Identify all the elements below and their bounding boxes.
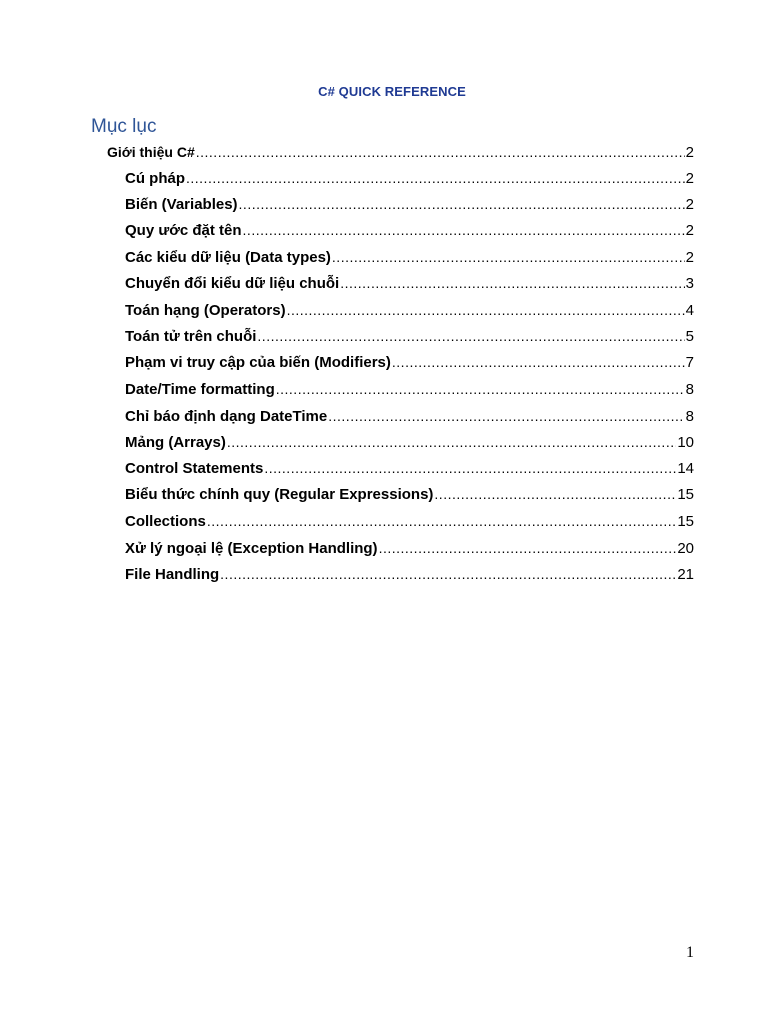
toc-leader-dots <box>186 168 685 188</box>
page-number: 1 <box>686 944 694 961</box>
toc-leader-dots <box>379 538 677 558</box>
toc-entry-page: 20 <box>677 540 694 557</box>
toc-entry-collections[interactable] <box>125 511 694 532</box>
toc-entry-label: Chỉ báo định dạng DateTime <box>125 408 328 425</box>
toc-entry-page: 2 <box>685 222 694 239</box>
toc-leader-dots <box>220 564 676 584</box>
toc-leader-dots <box>196 142 685 162</box>
toc-leader-dots <box>328 406 684 426</box>
toc-entry-label: Các kiểu dữ liệu (Data types) <box>125 249 331 266</box>
toc-entry-page: 4 <box>685 302 694 319</box>
toc-entry-file-handling[interactable] <box>125 564 694 585</box>
toc-entry-label: Cú pháp <box>125 170 185 187</box>
toc-leader-dots <box>257 326 684 346</box>
toc-entry-regex[interactable] <box>125 484 694 505</box>
toc-entry-label: Biểu thức chính quy (Regular Expressions) <box>125 486 434 503</box>
toc-entry-page: 3 <box>685 275 694 292</box>
toc-leader-dots <box>207 511 676 531</box>
toc-entry-label: Mảng (Arrays) <box>125 434 226 451</box>
toc-entry-label: Giới thiệu C# <box>107 144 195 160</box>
toc-entry-page: 2 <box>685 249 694 266</box>
toc-entry-label: Phạm vi truy cập của biến (Modifiers) <box>125 354 391 371</box>
toc-entry-label: Biến (Variables) <box>125 196 238 213</box>
toc-entry-label: Quy ước đặt tên <box>125 222 242 239</box>
toc-entry-label: Xử lý ngoại lệ (Exception Handling) <box>125 540 378 557</box>
document-title: C# QUICK REFERENCE <box>318 84 466 99</box>
toc-entry-page: 2 <box>685 144 694 161</box>
toc-entry-page: 5 <box>685 328 694 345</box>
toc-leader-dots <box>264 458 676 478</box>
toc-leader-dots <box>227 432 676 452</box>
toc-entry-label: Control Statements <box>125 460 264 477</box>
toc-entry-quy-uoc[interactable] <box>125 220 694 241</box>
toc-entry-label: File Handling <box>125 566 220 583</box>
toc-leader-dots <box>434 484 676 504</box>
toc-leader-dots <box>392 352 685 372</box>
toc-entry-page: 8 <box>685 381 694 398</box>
toc-entry-cu-phap[interactable] <box>125 168 694 189</box>
toc-leader-dots <box>276 379 685 399</box>
toc-entry-bien[interactable] <box>125 194 694 215</box>
toc-entry-toan-hang[interactable] <box>125 300 694 321</box>
toc-entry-page: 15 <box>677 486 694 503</box>
toc-leader-dots <box>287 300 685 320</box>
toc-entry-chuyen-doi[interactable] <box>125 273 694 294</box>
toc-entry-gioi-thieu[interactable] <box>107 142 694 163</box>
toc-leader-dots <box>340 273 684 293</box>
toc-entry-toan-tu[interactable] <box>125 326 694 347</box>
toc-entry-page: 10 <box>677 434 694 451</box>
toc-entry-label: Toán hạng (Operators) <box>125 302 286 319</box>
toc-leader-dots <box>332 247 685 267</box>
toc-entry-label: Collections <box>125 513 206 530</box>
toc-leader-dots <box>239 194 685 214</box>
toc-entry-chi-bao[interactable] <box>125 406 694 427</box>
toc-heading: Mục lục <box>91 116 157 137</box>
toc-entry-page: 2 <box>685 196 694 213</box>
toc-entry-page: 21 <box>677 566 694 583</box>
toc-entry-page: 15 <box>677 513 694 530</box>
toc-entry-control-statements[interactable] <box>125 458 694 479</box>
toc-entry-label: Date/Time formatting <box>125 381 275 398</box>
toc-entry-page: 14 <box>677 460 694 477</box>
toc-entry-page: 2 <box>685 170 694 187</box>
toc-entry-page: 8 <box>685 408 694 425</box>
toc-entry-page: 7 <box>685 354 694 371</box>
toc-leader-dots <box>243 220 685 240</box>
toc-entry-pham-vi[interactable] <box>125 352 694 373</box>
toc-entry-datetime-formatting[interactable] <box>125 379 694 400</box>
toc-entry-label: Chuyển đổi kiểu dữ liệu chuỗi <box>125 275 340 292</box>
toc-entry-kieu-du-lieu[interactable] <box>125 247 694 268</box>
toc-entry-mang[interactable] <box>125 432 694 453</box>
toc-entry-label: Toán tử trên chuỗi <box>125 328 257 345</box>
toc-entry-exception-handling[interactable] <box>125 538 694 559</box>
